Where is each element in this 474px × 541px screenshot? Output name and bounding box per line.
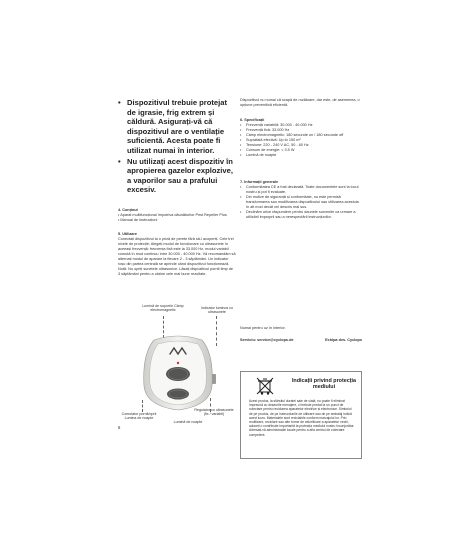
- specs-list: [240, 123, 362, 158]
- contents-item: • Manual de instrucțiuni: [118, 218, 158, 222]
- general-info-heading: 7. Informații generale: [240, 180, 279, 184]
- spec-item: • Frecvență fixă: 33.000 Hz: [240, 128, 362, 133]
- contents-item: • Aparat multifuncțional împotriva dăunătorilor Pest Repeller Plus: [118, 213, 227, 217]
- callout-support-light: Lumină de suport/e Câmp electromagnetic: [142, 304, 184, 313]
- spec-item: • Suprafață efectivă: Up to 150 m²: [240, 138, 362, 143]
- usage-text: Conectați dispozitivul la o priză de perete fără să-l acoperiți. Cele trei nivele de protecție: Alegeți modul de funcționare cu ultrasunete în aceeași frecvență: frecvența fixă este la 33.000 Hz, modul variabil comută în mod continuu între 30.000 - 40.000 Hz. Vă recomandăm să alternați modul de aparare la fiecare 2 - 3 săptămâni. Un indicator roșu din partea centrală se aprinde când dispozitivul funcționează.: [118, 237, 236, 266]
- warning-item: • Dispozitivul trebuie protejat de igrasie, frig extrem și căldură. Asigurați-vă că dispozitivul are o ventilație suficientă. Acesta poate fi utilizat numai în interior.: [118, 98, 227, 155]
- callout-line: [142, 400, 143, 412]
- spec-item: • Tensiune: 220 - 240 V AC, 50 - 60 Hz: [240, 143, 362, 148]
- warning-item: • Nu utilizați acest dispozitiv în apropierea gazelor explozive, a vaporilor sau a prafului excesiv.: [118, 156, 233, 195]
- device-illustration-area: [120, 304, 238, 424]
- info-item: • Din motive de siguranță și conformitate, nu este permisă transformarea sau modificarea dispozitivului sau utilizarea acestuia în alt mod decât cel descris mai sus.: [240, 195, 362, 210]
- usage-section: [118, 232, 236, 277]
- specs-heading: 6. Specificații: [240, 118, 265, 122]
- callout-night-light: Lumină de noapte: [173, 420, 203, 424]
- pest-repeller-device-image: [138, 334, 218, 412]
- spec-item: • Consum de energie: < 3.5 W: [240, 148, 362, 153]
- usage-heading: 5. Utilizare: [118, 232, 137, 236]
- info-item: • Conformitatea CE a fost declarată. Toate documentele sunt la locul nostru și pot fi evaluate.: [240, 185, 362, 195]
- general-info-section: [240, 180, 362, 220]
- crossed-bin-icon: [255, 376, 277, 396]
- callout-ultrasonic-regulator: Regulator cu ultrasunete (fix / variabil): [194, 408, 234, 417]
- page-number: 6: [118, 425, 121, 430]
- contents-heading: 4. Conținut: [118, 208, 138, 212]
- callout-ultrasonic-indicator: Indicator luminos cu ultrasunete: [201, 306, 233, 315]
- specs-section: [240, 118, 362, 158]
- spec-item: • Lumină de noapte: [240, 153, 362, 158]
- service-contact: Serviciu: service@cyclops.de: [240, 338, 294, 342]
- info-item: • Declinăm orice răspundere pentru daunele survenite ca urmare a utilizării improprii sau a nerespectării instrucțiunilor.: [240, 210, 362, 220]
- usage-note: Notă: Nu opriți sunetele ultrasonice. Lăsați dispozitivul pornit timp de 3 săptămâni pentru a obține cele mai bune rezultate.: [118, 267, 234, 276]
- contents-section: [118, 208, 236, 223]
- environment-info-title: Indicații privind protecția mediului: [291, 378, 357, 391]
- general-info-list: [240, 185, 362, 220]
- team-signature: Echipa dvs. Cyclops: [325, 338, 362, 342]
- spec-item: • Frecvență variabilă: 30.000 - 40.000 Hz: [240, 123, 362, 128]
- intro-text: Dispozitivul nu numai că scapă de rozătoare, dar este, de asemenea, o opțiune prevenitivă eficientă.: [240, 98, 360, 107]
- environment-info-box: [240, 371, 362, 459]
- environment-info-text: Acest produs, la sfârșitul duratei sale de viață, nu poate fi eliminat împreună cu deșeurile menajere, ci trebuie predat la un punct de colectare pentru reciclarea aparatelor electrice și electronice. Simbolul de pe produs, de pe instrucțiunile de utilizare sau de pe ambalaj indică acest lucru. Materialele sunt reciclabile conform marcajului lor. Prin reutilizare, reciclare sau alte forme de valorificare a aparatelor vechi, aduceți o contribuție importantă la protecția mediului nostru înconjurător. Adresați-vă administrației locale pentru a afla centrul de colectare competent.: [249, 399, 355, 437]
- callout-power-switch: Comutator pornit/oprit Lumina de noapte: [121, 412, 157, 421]
- footer-note: Numai pentru uz în interior.: [240, 326, 286, 330]
- warning-list: [118, 98, 236, 196]
- spec-item: • Câmp electromagnetic: 180 secunde on / 180 secunde off: [240, 133, 362, 138]
- service-line: [240, 338, 362, 343]
